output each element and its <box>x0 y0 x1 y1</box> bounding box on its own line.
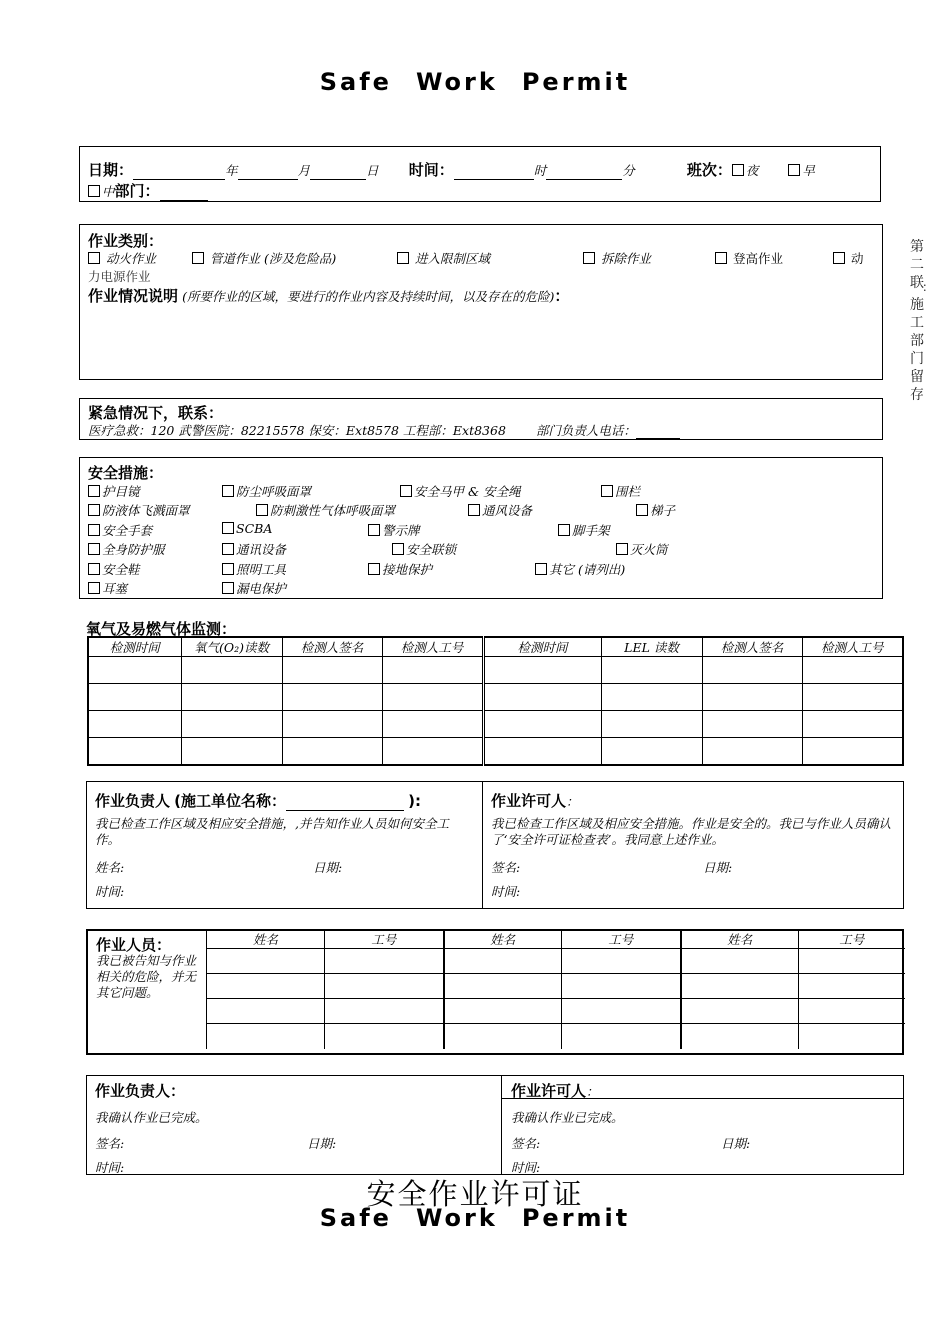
cell[interactable] <box>681 949 799 974</box>
checkbox[interactable] <box>583 252 595 264</box>
shift-morning-label: 早 <box>802 163 815 178</box>
side-char: 门 <box>910 351 924 367</box>
checkbox[interactable] <box>88 485 100 497</box>
col-header: 工号 <box>562 930 681 949</box>
item-label: 防液体飞溅面罩 <box>102 503 190 518</box>
cell[interactable] <box>562 974 681 999</box>
cell[interactable] <box>483 738 601 765</box>
cell[interactable] <box>282 657 382 684</box>
cell[interactable] <box>282 711 382 738</box>
cell[interactable] <box>181 684 282 711</box>
safety-item[interactable] <box>88 482 140 500</box>
header-box <box>79 146 881 202</box>
cell[interactable] <box>88 711 181 738</box>
completion-permitter-colon: ： <box>586 1084 599 1099</box>
title-word: Permit <box>521 68 631 96</box>
item-label: 灭火筒 <box>630 542 668 557</box>
month-unit: 月 <box>297 163 311 178</box>
cell[interactable] <box>802 711 903 738</box>
safety-item[interactable] <box>636 501 675 519</box>
safety-item[interactable] <box>222 579 286 597</box>
table-row <box>88 738 903 765</box>
checkbox[interactable] <box>535 563 547 575</box>
title-word: Permit <box>521 1204 631 1232</box>
col-header: LEL 读数 <box>601 637 702 657</box>
cell[interactable] <box>444 1024 562 1049</box>
safety-item[interactable] <box>222 540 286 558</box>
item-label: SCBA <box>236 521 273 536</box>
shift-mid-checkbox[interactable] <box>88 185 100 197</box>
cell[interactable] <box>88 657 181 684</box>
safety-item[interactable] <box>400 482 521 500</box>
work-type-item[interactable] <box>833 249 864 267</box>
year-unit: 年 <box>225 163 238 178</box>
cell[interactable] <box>88 738 181 765</box>
safety-item[interactable] <box>88 560 140 578</box>
work-type-item[interactable] <box>715 249 783 267</box>
completion-box <box>86 1075 904 1175</box>
checkbox[interactable] <box>715 252 727 264</box>
safety-item[interactable] <box>222 521 272 536</box>
work-type-item[interactable] <box>88 249 156 267</box>
side-char: 部 <box>910 333 924 349</box>
cell[interactable] <box>799 999 905 1024</box>
completion-permitter-title: 作业许可人 <box>511 1082 587 1100</box>
permitter-date-label[interactable]: 日期: <box>703 860 733 875</box>
shift-label: 班次： <box>686 161 732 179</box>
cell[interactable] <box>325 1024 444 1049</box>
cell[interactable] <box>483 657 601 684</box>
item-label: 护目镜 <box>102 484 140 499</box>
minute-unit: 分 <box>622 163 635 178</box>
divider <box>501 1076 502 1174</box>
safety-item[interactable] <box>222 560 286 578</box>
cell[interactable] <box>325 949 444 974</box>
work-type-label: 作业类别： <box>88 232 164 250</box>
col-header: 检测人工号 <box>802 637 903 657</box>
day-field[interactable] <box>310 179 366 180</box>
shift-night-label: 夜 <box>745 163 759 178</box>
item-label: 安全手套 <box>102 523 153 538</box>
cell[interactable] <box>444 999 562 1024</box>
permitter-statement: 我已检查工作区域及相应安全措施。作业是安全的。我已与作业人员确认了‘安全许可证检查表’。我同意上述作业。 <box>491 816 892 847</box>
item-label: 登高作业 <box>732 251 783 266</box>
checkbox[interactable] <box>222 522 234 534</box>
item-label: 漏电保护 <box>236 581 287 596</box>
checkbox[interactable] <box>601 485 613 497</box>
side-char: ： <box>922 280 935 294</box>
checkbox[interactable] <box>88 524 100 536</box>
cell[interactable] <box>802 684 903 711</box>
item-label: 梯子 <box>650 503 676 518</box>
completion-leader-date[interactable]: 日期: <box>307 1136 337 1151</box>
cell[interactable] <box>207 1024 325 1049</box>
safety-label: 安全措施： <box>88 464 164 482</box>
work-desc-row <box>88 285 569 306</box>
side-note <box>906 238 935 404</box>
item-label: 安全鞋 <box>102 562 140 577</box>
cell[interactable] <box>444 974 562 999</box>
month-field[interactable] <box>238 179 298 180</box>
col-header: 氧气(O₂)读数 <box>181 637 282 657</box>
item-label: 安全联锁 <box>406 542 457 557</box>
table-row <box>88 657 903 684</box>
time-label: 时间： <box>408 161 454 179</box>
item-label: 动火作业 <box>105 251 156 266</box>
cell[interactable] <box>325 999 444 1024</box>
leader-name-label[interactable]: 姓名: <box>95 860 125 875</box>
checkbox[interactable] <box>616 543 628 555</box>
item-label: 拆除作业 <box>600 251 651 266</box>
leader-title: 作业负责人 <box>95 792 171 810</box>
cell[interactable] <box>681 999 799 1024</box>
checkbox[interactable] <box>192 252 204 264</box>
cell[interactable] <box>562 949 681 974</box>
safety-item[interactable] <box>88 521 152 539</box>
item-label: 防刺激性气体呼吸面罩 <box>270 503 396 518</box>
permitter-time-label[interactable]: 时间: <box>491 884 521 899</box>
col-header: 姓名 <box>444 930 562 949</box>
approval-box <box>86 781 904 909</box>
emergency-contacts <box>88 421 680 439</box>
cell[interactable] <box>601 738 702 765</box>
completion-permitter-time[interactable]: 时间: <box>511 1160 541 1175</box>
contractor-field[interactable] <box>286 810 404 811</box>
checkbox[interactable] <box>636 504 648 516</box>
workers-note: 我已被告知与作业相关的危险，并无其它问题。 <box>96 953 197 1000</box>
cell[interactable] <box>207 974 325 999</box>
work-desc-label: 作业情况说明 <box>88 287 179 305</box>
checkbox[interactable] <box>468 504 480 516</box>
item-label: 照明工具 <box>236 562 287 577</box>
item-label: 管道作业 (涉及危险品) <box>209 251 337 266</box>
checkbox[interactable] <box>400 485 412 497</box>
item-label: 通风设备 <box>482 503 533 518</box>
cell[interactable] <box>702 684 802 711</box>
table-row <box>88 684 903 711</box>
checkbox[interactable] <box>397 252 409 264</box>
shift-night-checkbox[interactable] <box>732 164 744 176</box>
shift-morning-checkbox[interactable] <box>788 164 800 176</box>
item-label: 脚手架 <box>572 523 610 538</box>
cell[interactable] <box>382 684 483 711</box>
safety-item[interactable] <box>535 560 625 578</box>
cell[interactable] <box>181 738 282 765</box>
divider <box>482 782 483 908</box>
cell[interactable] <box>181 711 282 738</box>
contractor-label: (施工单位名称： <box>174 792 287 810</box>
checkbox[interactable] <box>88 543 100 555</box>
item-label: 接地保护 <box>382 562 433 577</box>
col-header: 检测人签名 <box>702 637 802 657</box>
item-label: 防尘呼吸面罩 <box>236 484 312 499</box>
leader-time-label[interactable]: 时间: <box>95 884 125 899</box>
work-type-item[interactable] <box>397 249 490 267</box>
title-word: Safe <box>319 68 392 96</box>
table-row <box>207 999 905 1024</box>
item-label: 动 <box>850 251 864 266</box>
checkbox[interactable] <box>222 582 234 594</box>
cell[interactable] <box>382 738 483 765</box>
cell[interactable] <box>702 657 802 684</box>
item-label: 安全马甲 & 安全绳 <box>414 484 521 499</box>
item-label: 全身防护服 <box>102 542 165 557</box>
title-word: Work <box>415 1204 498 1232</box>
emergency-box <box>79 398 883 440</box>
cell[interactable] <box>799 1024 905 1049</box>
work-desc-hint: (所要作业的区域，要进行的作业内容及持续时间，以及存在的危险) <box>182 289 555 304</box>
dept-phone-field[interactable] <box>636 438 680 439</box>
title-word: Safe <box>319 1204 392 1232</box>
safety-item[interactable] <box>368 560 432 578</box>
cell[interactable] <box>282 684 382 711</box>
cell[interactable] <box>207 949 325 974</box>
cell[interactable] <box>562 1024 681 1049</box>
col-header: 姓名 <box>207 930 325 949</box>
hour-unit: 时 <box>533 163 547 178</box>
cell[interactable] <box>799 974 905 999</box>
item-label: 围栏 <box>615 484 641 499</box>
col-header: 检测时间 <box>483 637 601 657</box>
item-label: 警示牌 <box>382 523 420 538</box>
side-char: 二 <box>910 257 924 273</box>
item-label: 通讯设备 <box>236 542 287 557</box>
cell[interactable] <box>562 999 681 1024</box>
date-label: 日期： <box>88 161 134 179</box>
cell[interactable] <box>325 974 444 999</box>
item-label: 耳塞 <box>102 581 128 596</box>
work-type-item[interactable] <box>192 249 336 267</box>
work-type-wrap: 力电源作业 <box>88 269 151 284</box>
checkbox[interactable] <box>88 563 100 575</box>
checkbox[interactable] <box>222 563 234 575</box>
safety-item[interactable] <box>256 501 395 519</box>
safety-item[interactable] <box>88 579 127 597</box>
completion-leader-statement: 我确认作业已完成。 <box>95 1110 208 1125</box>
item-label: 进入限制区域 <box>414 251 490 266</box>
cell[interactable] <box>601 711 702 738</box>
cell[interactable] <box>382 711 483 738</box>
col-header: 工号 <box>799 930 905 949</box>
emergency-text: 医疗急救：120 武警医院：82215578 保安：Ext8578 工程部：Ext8368 <box>88 423 506 438</box>
col-header: 检测人签名 <box>282 637 382 657</box>
cell[interactable] <box>702 711 802 738</box>
side-char: 施 <box>910 297 924 313</box>
safety-item[interactable] <box>368 521 420 539</box>
checkbox[interactable] <box>368 524 380 536</box>
cell[interactable] <box>799 949 905 974</box>
left-approval-title <box>95 790 421 811</box>
cell[interactable] <box>681 1024 799 1049</box>
date-row <box>88 159 815 180</box>
page-title <box>0 68 950 96</box>
work-desc-colon: ： <box>554 287 570 305</box>
table-header-row <box>207 930 905 949</box>
cell[interactable] <box>483 711 601 738</box>
permitter-sign-label[interactable]: 签名: <box>491 860 521 875</box>
shift-mid-label: 中 <box>102 184 115 199</box>
completion-permitter-header <box>511 1080 599 1101</box>
table-row <box>207 974 905 999</box>
permitter-colon: ： <box>566 794 579 809</box>
safety-item[interactable] <box>616 540 668 558</box>
side-char: 联 <box>910 275 924 291</box>
checkbox[interactable] <box>88 252 100 264</box>
col-header: 检测时间 <box>88 637 181 657</box>
checkbox[interactable] <box>222 543 234 555</box>
checkbox[interactable] <box>392 543 404 555</box>
checkbox[interactable] <box>256 504 268 516</box>
contractor-close: ): <box>408 792 422 810</box>
day-unit: 日 <box>366 163 379 178</box>
col-header: 检测人工号 <box>382 637 483 657</box>
table-row <box>207 949 905 974</box>
cell[interactable] <box>681 974 799 999</box>
work-type-box <box>79 224 883 380</box>
footer-en-title <box>0 1204 950 1232</box>
side-char: 第 <box>910 239 924 255</box>
completion-leader-sign[interactable]: 签名: <box>95 1136 125 1151</box>
checkbox[interactable] <box>222 485 234 497</box>
work-type-item[interactable] <box>583 249 651 267</box>
cell[interactable] <box>88 684 181 711</box>
dept-label: 部门： <box>114 182 160 200</box>
col-header: 工号 <box>325 930 444 949</box>
cell[interactable] <box>282 738 382 765</box>
safety-item[interactable] <box>468 501 532 519</box>
minute-field[interactable] <box>546 179 622 180</box>
cell[interactable] <box>601 684 702 711</box>
leader-date-label[interactable]: 日期: <box>313 860 343 875</box>
dept-phone-label: 部门负责人电话： <box>535 423 636 438</box>
table-row <box>207 1024 905 1049</box>
gas-monitoring-table <box>87 636 904 766</box>
checkbox[interactable] <box>88 504 100 516</box>
side-char: 工 <box>910 315 924 331</box>
checkbox[interactable] <box>88 582 100 594</box>
cell[interactable] <box>444 949 562 974</box>
safety-box <box>79 457 883 599</box>
cell[interactable] <box>601 657 702 684</box>
col-header: 姓名 <box>681 930 799 949</box>
cell[interactable] <box>382 657 483 684</box>
safety-item[interactable] <box>392 540 456 558</box>
dept-field[interactable] <box>160 200 208 201</box>
completion-leader-title: 作业负责人： <box>95 1082 186 1100</box>
completion-permitter-statement: 我确认作业已完成。 <box>511 1110 624 1125</box>
workers-label: 作业人员： <box>96 936 172 954</box>
permitter-title: 作业许可人 <box>491 792 567 810</box>
safety-item[interactable] <box>88 540 165 558</box>
dept-row <box>88 180 208 201</box>
cell[interactable] <box>483 684 601 711</box>
table-header-row <box>88 637 903 657</box>
safety-item[interactable] <box>601 482 640 500</box>
workers-table <box>206 930 905 1049</box>
title-word: Work <box>415 68 498 96</box>
cell[interactable] <box>207 999 325 1024</box>
cell[interactable] <box>802 738 903 765</box>
right-approval-title <box>491 790 579 811</box>
safety-item[interactable] <box>88 501 190 519</box>
workers-box <box>86 929 904 1055</box>
cell[interactable] <box>702 738 802 765</box>
completion-permitter-sign[interactable]: 签名: <box>511 1136 541 1151</box>
checkbox[interactable] <box>368 563 380 575</box>
table-row <box>88 711 903 738</box>
cell[interactable] <box>181 657 282 684</box>
checkbox[interactable] <box>558 524 570 536</box>
safety-item[interactable] <box>558 521 610 539</box>
checkbox[interactable] <box>833 252 845 264</box>
hour-field[interactable] <box>454 179 534 180</box>
gas-monitoring-label: 氧气及易燃气体监测： <box>86 620 237 638</box>
side-char: 存 <box>910 387 924 403</box>
footer-cn-title: 安全作业许可证 <box>366 1177 584 1211</box>
leader-statement: 我已检查工作区域及相应安全措施，,并告知作业人员如何安全工作。 <box>95 816 449 847</box>
side-char: 留 <box>910 369 924 385</box>
item-label: 其它 (请列出) <box>549 562 626 577</box>
safety-item[interactable] <box>222 482 311 500</box>
completion-leader-time[interactable]: 时间: <box>95 1160 125 1175</box>
completion-permitter-date[interactable]: 日期: <box>721 1136 751 1151</box>
cell[interactable] <box>802 657 903 684</box>
emergency-label: 紧急情况下，联系： <box>88 404 224 422</box>
